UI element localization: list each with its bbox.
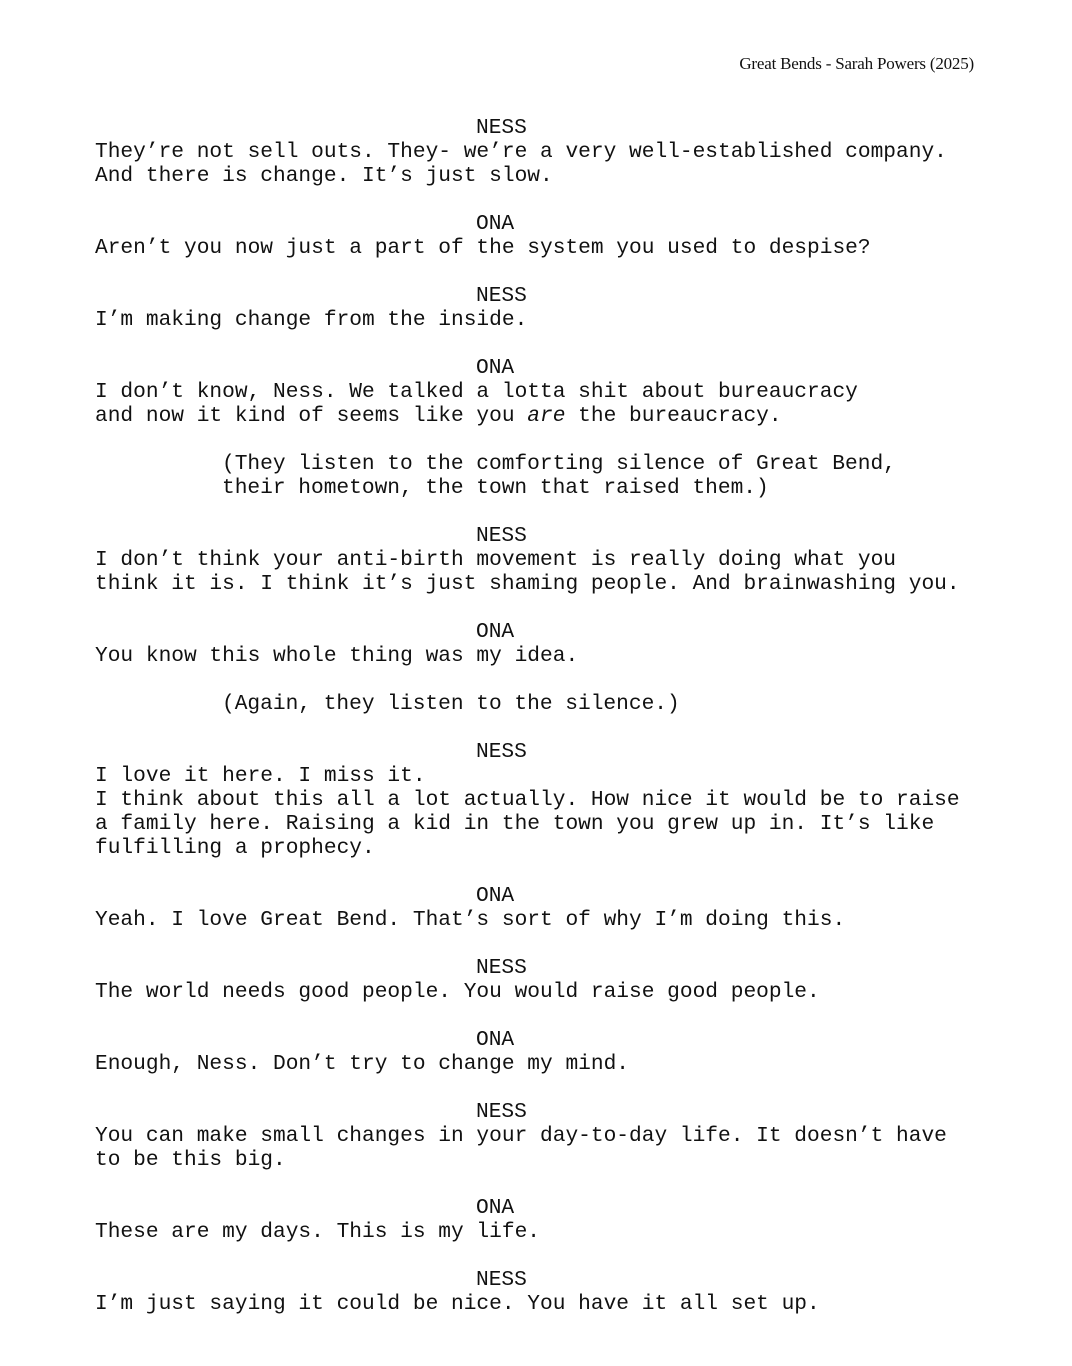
character-name: ONA — [476, 212, 515, 236]
character-name: NESS — [476, 116, 527, 140]
stage-direction — [95, 692, 995, 716]
spacer — [95, 428, 995, 452]
dialogue-line: Enough, Ness. Don’t try to change my mind. — [95, 1052, 630, 1076]
spacer — [95, 1004, 995, 1028]
dialogue-block — [95, 980, 995, 1004]
stage-direction — [95, 452, 995, 500]
emphasis-text: are — [527, 404, 566, 428]
dialogue-line: I think about this all a lot actually. How nice it would be to raise — [95, 788, 960, 812]
dialogue-line: Yeah. I love Great Bend. That’s sort of why I’m doing this. — [95, 908, 846, 932]
dialogue-block — [95, 1124, 995, 1172]
dialogue-line: And there is change. It’s just slow. — [95, 164, 553, 188]
direction-line: (They listen to the comforting silence of Great Bend, — [222, 452, 896, 476]
character-name: NESS — [476, 740, 527, 764]
dialogue-block — [95, 1052, 995, 1076]
character-name: NESS — [476, 1100, 527, 1124]
spacer — [95, 260, 995, 284]
dialogue-block — [95, 764, 995, 860]
dialogue-block — [95, 380, 995, 428]
dialogue-line: I’m making change from the inside. — [95, 308, 528, 332]
dialogue-block — [95, 308, 995, 332]
dialogue-block — [95, 1292, 995, 1316]
dialogue-line: I love it here. I miss it. — [95, 764, 426, 788]
dialogue-line: Aren’t you now just a part of the system you used to despise? — [95, 236, 871, 260]
spacer — [95, 668, 995, 692]
screenplay-body — [95, 116, 995, 1316]
spacer — [95, 1244, 995, 1268]
dialogue-block — [95, 548, 995, 596]
dialogue-line: I’m just saying it could be nice. You have it all set up. — [95, 1292, 820, 1316]
character-name: ONA — [476, 1196, 515, 1220]
character-name: NESS — [476, 524, 527, 548]
character-name: ONA — [476, 620, 515, 644]
dialogue-line: The world needs good people. You would raise good people. — [95, 980, 820, 1004]
direction-line: their hometown, the town that raised them.) — [222, 476, 769, 500]
dialogue-line: You can make small changes in your day-to-day life. It doesn’t have — [95, 1124, 947, 1148]
spacer — [95, 860, 995, 884]
character-name: ONA — [476, 884, 515, 908]
spacer — [95, 1076, 995, 1100]
dialogue-block — [95, 140, 995, 188]
dialogue-line: think it is. I think it’s just shaming people. And brainwashing you. — [95, 572, 960, 596]
dialogue-line: I don’t think your anti-birth movement is really doing what you — [95, 548, 897, 572]
spacer — [95, 1172, 995, 1196]
dialogue-line: to be this big. — [95, 1148, 286, 1172]
character-name: NESS — [476, 1268, 527, 1292]
spacer — [95, 188, 995, 212]
dialogue-line: I don’t know, Ness. We talked a lotta shit about bureaucracy — [95, 380, 858, 404]
character-name: NESS — [476, 284, 527, 308]
dialogue-line: These are my days. This is my life. — [95, 1220, 541, 1244]
character-name: NESS — [476, 956, 527, 980]
direction-line: (Again, they listen to the silence.) — [222, 692, 680, 716]
dialogue-line: fulfilling a prophecy. — [95, 836, 375, 860]
page-header: Great Bends - Sarah Powers (2025) — [739, 54, 974, 73]
dialogue-text: and now it kind of seems like you — [95, 404, 528, 428]
dialogue-block — [95, 236, 995, 260]
dialogue-line: a family here. Raising a kid in the town you grew up in. It’s like — [95, 812, 935, 836]
spacer — [95, 596, 995, 620]
dialogue-line: They’re not sell outs. They- we’re a very well-established company. — [95, 140, 947, 164]
dialogue-line — [95, 404, 995, 428]
spacer — [95, 932, 995, 956]
character-name: ONA — [476, 356, 515, 380]
dialogue-block — [95, 908, 995, 932]
dialogue-block — [95, 1220, 995, 1244]
spacer — [95, 716, 995, 740]
dialogue-text: the bureaucracy. — [565, 404, 782, 428]
spacer — [95, 332, 995, 356]
dialogue-block — [95, 644, 995, 668]
spacer — [95, 500, 995, 524]
dialogue-line: You know this whole thing was my idea. — [95, 644, 579, 668]
character-name: ONA — [476, 1028, 515, 1052]
